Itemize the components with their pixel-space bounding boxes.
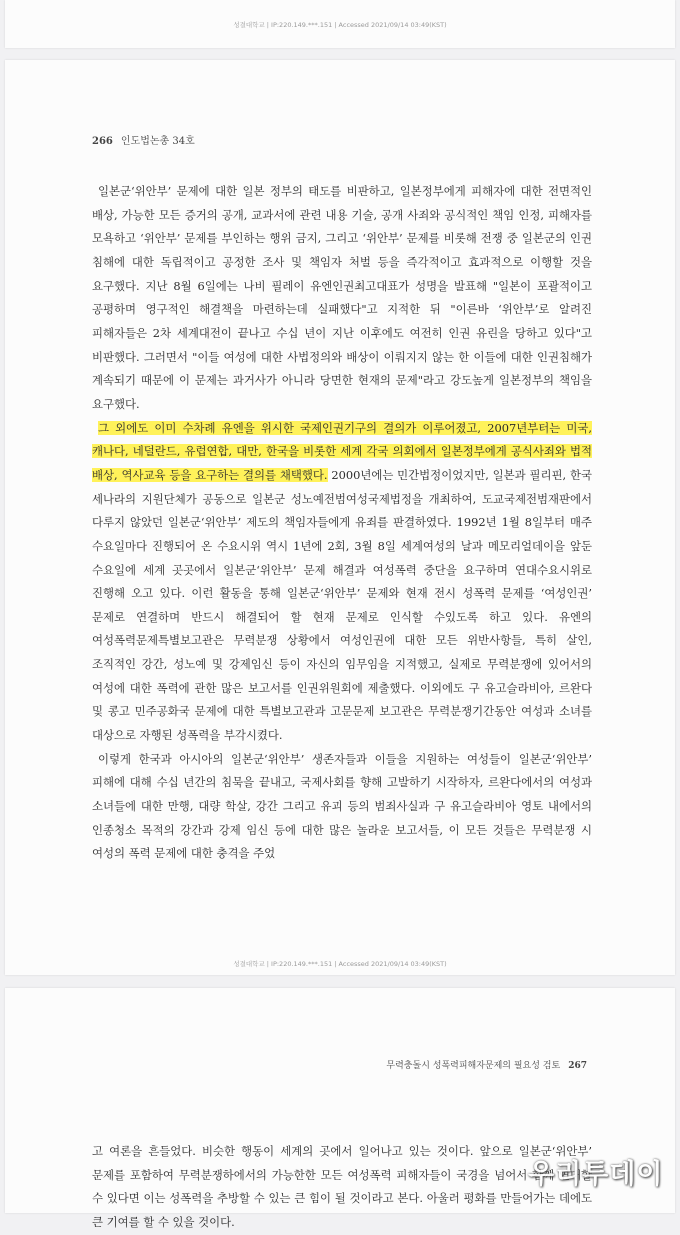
paragraph-text: 고 여론을 흔들었다. 비슷한 행동이 세계의 곳에서 일어나고 있는 것이다. 앞으로 일본군‘위안부’ 문제를 포함하여 무력분쟁하에서의 가능한한 모든 여성폭력 피해자들이 국경을 넘어서 함께 연대할 수 있다면 이는 성폭력을 추방할 수 있는 큰 힘이 될 것이라고 본다. 아울러 평화를 만들어가는 데에도 큰 기여를 할 수 있을 것이다.: [92, 1144, 592, 1229]
paragraph-text: 일본군‘위안부’ 문제에 대한 일본 정부의 태도를 비판하고, 일본정부에게 피해자에 대한 전면적인 배상, 가능한 모든 증거의 공개, 교과서에 관련 내용 기술, 공개 사죄와 공식적인 책임 인정, 피해자를 모욕하고 ‘위안부’ 문제를 부인하는 행위 금지, 그리고 ‘위안부’ 문제를 비롯해 전쟁 중 일본군의 인권 침해에 대한 독립적이고 공정한 조사 및 책임자 처벌 등을 즉각적이고 효과적으로 이행할 것을 요구했다. 지난 8월 6일에는 나비 필레이 유엔인권최고대표가 성명을 발표해 "일본이 포괄적이고 공평하며 영구적인 해결책을 마련하는데 실패했다"고 지적한 뒤 "이른바 ‘위안부’로 알려진 피해자들은 2차 세계대전이 끝나고 수십 년이 지난 이후에도 여전히 인권 유린을 당하고 있다"고 비판했다. 그러면서 "이들 여성에 대한 사법정의와 배상이 이뤄지지 않는 한 이들에 대한 인권침해가 계속되기 때문에 이 문제는 과거사가 아니라 당면한 현재의 문제"라고 강도높게 일본정부의 책임을 요구했다.: [92, 184, 592, 411]
page-number: 267: [568, 1061, 587, 1071]
body-text: [92, 180, 592, 866]
paragraph: [92, 748, 592, 866]
watermark-logo: 우리투데이: [528, 1159, 664, 1190]
page-number: 266: [92, 136, 113, 147]
running-title: 무력충돌시 성폭력피해자문제의 필요성 검토: [386, 1061, 561, 1071]
paragraph-text: 2000년에는 민간법정이었지만, 일본과 필리핀, 한국 세나라의 지원단체가 공동으로 일본군 성노예전범여성국제법정을 개최하여, 도교국제전범재판에서 다루지 않았던 일본군‘위안부’ 제도의 책임자들에게 유죄를 판결하였다. 1992년 1월 8일부터 매주 수요일마다 진행되어 온 수요시위 역시 1년에 2회, 3월 8일 세계여성의 날과 메모리얼데이을 앞둔 수요일에 세계 곳곳에서 일본군‘위안부’ 문제 해결과 여성폭력 중단을 요구하며 연대수요시위로 진행해 오고 있다. 이런 활동을 통해 일본군‘위안부’ 문제와 현재 전시 성폭력 문제를 ‘여성인권’ 문제로 연결하며 반드시 해결되어 할 현재 문제로 인식할 수있도록 하고 있다. 유엔의 여성폭력문제특별보고관은 무력분쟁 상황에서 여성인권에 대한 모든 위반사항들, 특히 살인, 조직적인 강간, 성노예 및 강제임신 등이 자신의 임무임을 지적했고, 실제로 무력분쟁에 있어서의 여성에 대한 폭력에 관한 많은 보고서를 인권위원회에 제출했다. 이외에도 구 유고슬라비아, 르완다 및 콩고 민주공화국 문제에 대한 특별보고관과 고문문제 보고관은 무력분쟁기간동안 여성과 소녀를 대상으로 자행된 성폭력을 부각시켰다.: [92, 467, 592, 743]
paragraph-text: 이렇게 한국과 아시아의 일본군‘위안부’ 생존자들과 이들을 지원하는 여성들이 일본군‘위안부’ 피해에 대해 수십 년간의 침묵을 끝내고, 국제사회를 향해 고발하기 시작하자, 르완다에서의 여성과 소녀들에 대한 만행, 대량 학살, 강간 그리고 유괴 등의 범죄사실과 구 유고슬라비아 영토 내에서의 인종청소 목적의 강간과 강제 임신 등에 대한 많은 놀라운 보고서들, 이 모든 것들은 무력분쟁 시 여성의 폭력 문제에 대한 충격을 주었: [92, 751, 592, 861]
journal-title: 인도법논총 34호: [120, 136, 195, 147]
body-text: [92, 1140, 592, 1235]
paragraph: [92, 417, 592, 748]
previous-page: [5, 0, 675, 48]
paragraph: [92, 180, 592, 417]
highlighted-text: 그 외에도 이미 수차례 유엔을 위시한 국제인권기구의 결의가 이루어졌고, 2007년부터는 미국, 캐나다, 네덜란드, 유럽연합, 대만, 한국을 비롯한 세계 각국 의회에서 일본정부에게 공식사죄와 법적 배상, 역사교육 등을 요구하는 결의를 채택했다.: [92, 420, 592, 482]
page-header: [386, 1058, 587, 1071]
paragraph: [92, 1140, 592, 1235]
page-header: [92, 132, 195, 147]
page-266: [5, 60, 675, 975]
access-footer: 성결대학교 | IP:220.149.***.151 | Accessed 2021/09/14 03:49(KST): [233, 960, 447, 968]
access-footer: 성결대학교 | IP:220.149.***.151 | Accessed 2021/09/14 03:49(KST): [233, 21, 447, 29]
